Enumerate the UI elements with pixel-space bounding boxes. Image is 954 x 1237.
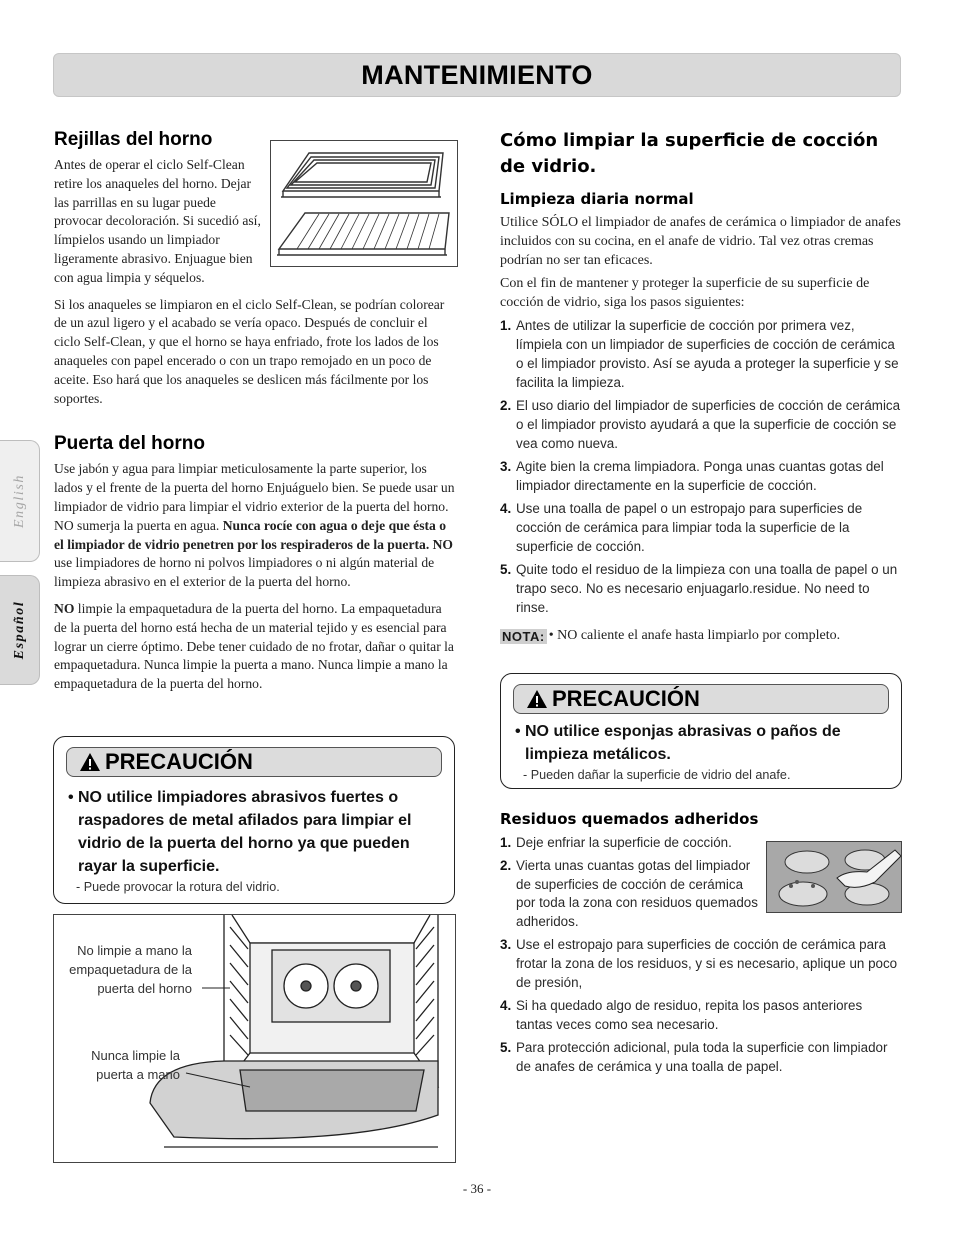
heading-limpieza-diaria: Limpieza diaria normal	[500, 190, 694, 208]
tab-espanol-label: Español	[11, 600, 27, 660]
nota-line	[500, 627, 902, 646]
puerta-paragraph-2	[54, 600, 456, 694]
caution-bullet-text: NO utilice limpiadores abrasivos fuertes o raspadores de metal afilados para limpiar el vidrio de la puerta del horno ya que pueden rayar la superficie.	[78, 789, 412, 875]
heading-rejillas: Rejillas del horno	[54, 129, 213, 150]
vidrio-paragraph-1: Utilice SÓLO el limpiador de anafes de cerámica o limpiador de anafes incluidos con su cocina, en el anafe de vidrio. Tal vez otras cremas podrían no ser tan eficaces.	[500, 215, 901, 268]
puerta-p1-end: use limpiadores de horno ni polvos limpiadores o ni algún material de limpieza abrasivo en el exterior de la puerta del horno.	[54, 555, 435, 590]
callout-gasket: No limpie a mano la empaquetadura de la puerta del horno	[69, 943, 192, 996]
list-item: 4. Use una toalla de papel o un estropajo para superficies de cocción de cerámica para limpiar toda la superficie de la superficie de cocción.	[500, 501, 863, 554]
caution-header	[513, 684, 889, 714]
list-item: 2. Vierta unas cuantas gotas del limpiador de superficies de cocción de cerámica por toda la zona con residuos quemados adheridos.	[500, 857, 758, 930]
caution-bullet: • NO utilice esponjas abrasivas o paños de limpieza metálicos.	[515, 720, 887, 766]
page-title: MANTENIMIENTO	[53, 53, 901, 97]
callout-door: Nunca limpie la puerta a mano	[91, 1048, 180, 1082]
list-item: 1. Deje enfriar la superficie de cocción.	[500, 834, 732, 850]
puerta-p2-bold: NO	[54, 600, 75, 616]
list-item: 4. Si ha quedado algo de residuo, repita los pasos anteriores tantas veces como sea necesario.	[500, 998, 863, 1033]
section-residuos	[500, 809, 902, 1077]
puerta-paragraph-1	[54, 460, 456, 592]
vidrio-paragraph-2: Con el fin de mantener y proteger la superficie de su superficie de cocción de vidrio, siga los pasos siguientes:	[500, 276, 870, 311]
tab-english-label: English	[11, 474, 27, 528]
heading-residuos: Residuos quemados adheridos	[500, 810, 759, 828]
caution-title: PRECAUCIÓN	[105, 749, 253, 774]
puerta-p2-normal: limpie la empaquetadura de la puerta del horno. La empaquetadura de la puerta del horno está hecha de un material tejido y es esencial para lograr un cierre óptimo. Debe tener cuidado de no frotar, dañar o quitar la empaquetadura. Nunca limpie la puerta a mano. Nunca limpie a mano la empaquetadura de la puerta del horno.	[54, 600, 454, 692]
puerta-p1-bold: Nunca rocíe con agua o deje que ésta o el limpiador de vidrio penetren por los respiraderos de la puerta. NO	[54, 517, 454, 552]
section-rejillas	[54, 128, 456, 408]
tab-english[interactable]	[0, 440, 40, 562]
residuos-steps-long	[500, 936, 902, 1077]
rejillas-paragraph-2: Si los anaqueles se limpiaron en el ciclo Self-Clean, se podrían colorear de un azul ligero y el acabado se vería opaco. Después de concluir el ciclo Self-Clean, y que el horno se haya enfriado, frote los lados de los anaqueles con papel encerado o con un trapo remojado en un poco de aceite. Eso hará que los anaqueles se deslicen más fácilmente por los soportes.	[54, 296, 445, 406]
list-item: 5. Quite todo el residuo de la limpieza con una toalla de papel o un trapo seco. No es necesario enjuagarlo.residue. No need to rinse.	[500, 562, 898, 615]
cooktop-cleaning-illustration	[766, 841, 902, 913]
tab-espanol[interactable]	[0, 575, 40, 685]
caution-note: - Puede provocar la rotura del vidrio.	[76, 880, 280, 894]
list-item: 5. Para protección adicional, pula toda la superficie con limpiador de anafes de cerámica y una toalla de papel.	[500, 1040, 888, 1075]
list-item: 3. Use el estropajo para superficies de cocción de cerámica para frotar la zona de los residuos, y si es necesario, aplique un poco de presión,	[500, 937, 898, 991]
nota-text: • NO caliente el anafe hasta limpiarlo por completo.	[548, 628, 841, 644]
residuos-steps-short	[500, 829, 758, 932]
warning-icon	[526, 689, 548, 709]
page-number: - 36 -	[462, 1181, 492, 1196]
warning-icon	[79, 752, 101, 772]
caution-bullet-text: NO utilice esponjas abrasivas o paños de limpieza metálicos.	[525, 723, 841, 763]
heading-vidrio: Cómo limpiar la superficie de cocción de vidrio.	[500, 130, 879, 177]
caution-bullet: • NO utilice limpiadores abrasivos fuertes o raspadores de metal afilados para limpiar el vidrio de la puerta del horno ya que pueden rayar la superficie.	[68, 786, 440, 878]
caution-box-door	[53, 736, 455, 904]
rack-illustration	[270, 140, 458, 267]
caution-note: - Pueden dañar la superficie de vidrio del anafe.	[523, 768, 791, 782]
list-item: 2. El uso diario del limpiador de superficies de cocción de cerámica o el limpiador provisto ayudará a que la superficie de cocción se vea como nueva.	[500, 398, 901, 451]
caution-title: PRECAUCIÓN	[552, 686, 700, 711]
section-puerta	[54, 432, 456, 694]
caution-header	[66, 747, 442, 777]
nota-label: NOTA:	[502, 629, 545, 645]
vidrio-steps	[500, 317, 902, 617]
right-column	[500, 128, 902, 646]
left-column	[54, 128, 456, 694]
rejillas-paragraph-1: Antes de operar el ciclo Self-Clean retire los anaqueles del horno. Dejar las parrillas en su lugar puede provocar decoloración. Si sucedió así, límpielos usando un limpiador ligeramente abrasivo. Enjuague bien con agua limpia y séquelos.	[54, 157, 261, 285]
list-item: 3. Agite bien la crema limpiadora. Ponga unas cuantas gotas del limpiador directamente en la superficie de cocción.	[500, 459, 884, 493]
puerta-p1-normal: Use jabón y agua para limpiar meticulosamente la parte superior, los lados y el frente de la puerta del horno Enjuáguelo bien. Se puede usar un limpiador de vidrio para limpiar el vidrio exterior de la puerta del horno. NO sumerja la puerta en agua.	[54, 461, 455, 533]
list-item: 1. Antes de utilizar la superficie de cocción por primera vez, límpiela con un limpiador de superficies de cocción de cerámica o el limpiador provisto. Así se ayuda a proteger la superficie y se facilita la limpieza.	[500, 318, 899, 390]
caution-box-cooktop	[500, 673, 902, 789]
heading-puerta: Puerta del horno	[54, 433, 205, 455]
